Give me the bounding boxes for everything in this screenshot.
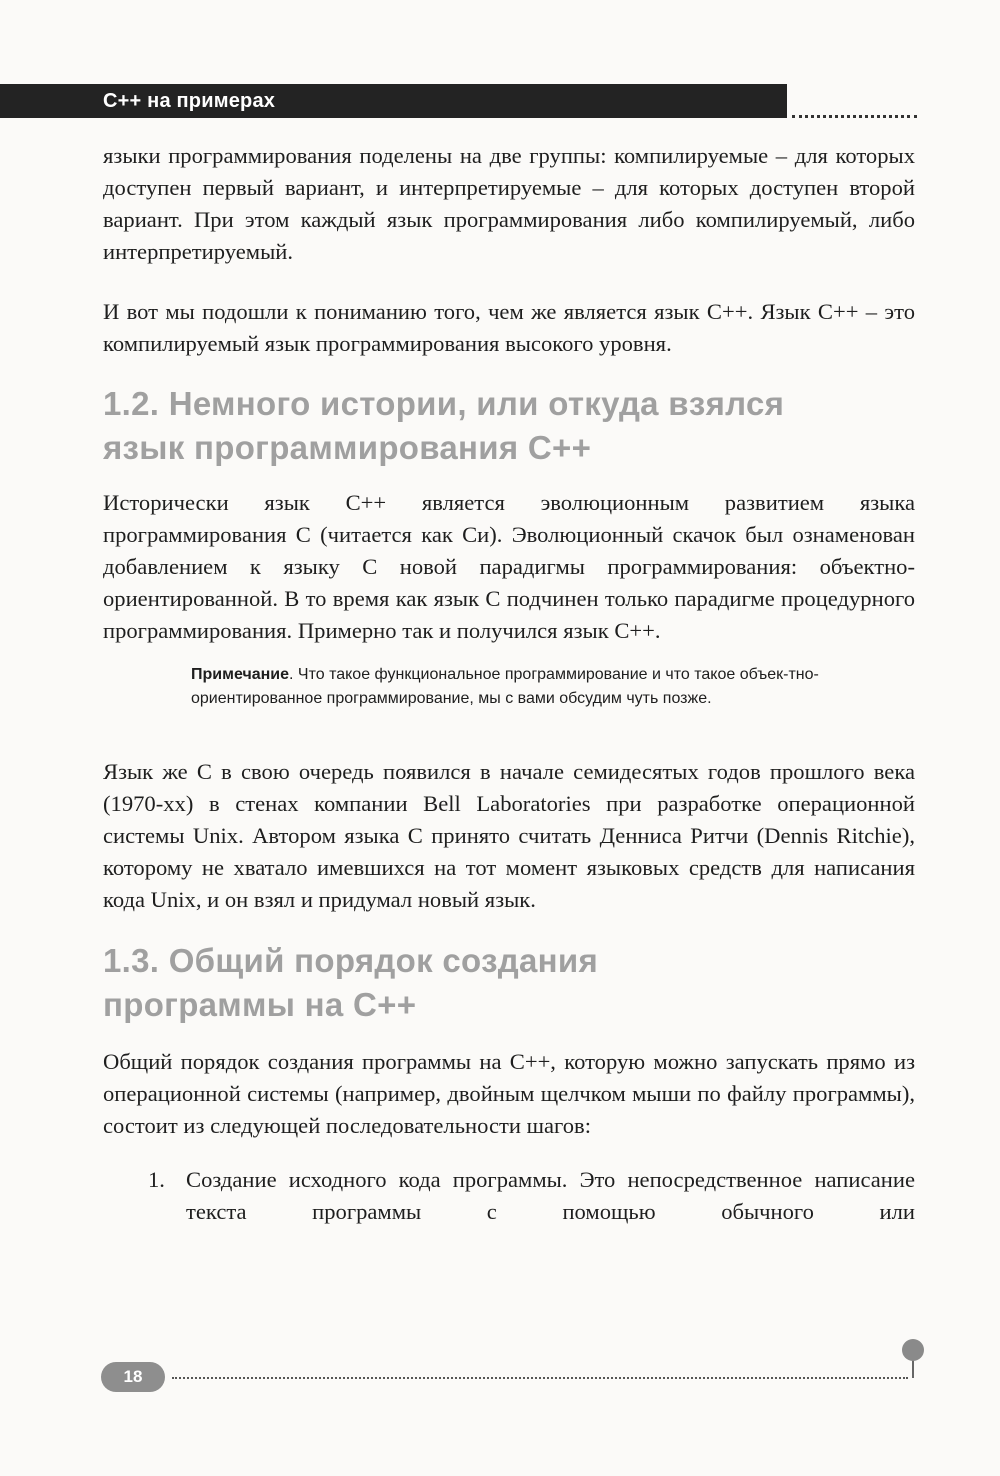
section-heading-1-2-line1: 1.2. Немного истории, или откуда взялся — [103, 385, 785, 422]
note-label: Примечание — [191, 666, 290, 683]
note-text: . Что такое функциональное программирование и что такое объек-тно-ориентированное программирование, мы с вами обсудим чуть позже. — [191, 666, 819, 707]
page-number-badge — [101, 1362, 165, 1392]
step-text: Создание исходного кода программы. Это непосредственное написание текста программы с помощью обычного или — [186, 1167, 915, 1224]
paragraph-cpp-definition: И вот мы подошли к пониманию того, чем же является язык C++. Язык C++ – это компилируемый язык программирования высокого уровня. — [103, 299, 915, 356]
section-heading-1-3-line2: программы на C++ — [103, 986, 417, 1023]
footer-ornament-ball — [902, 1339, 924, 1361]
paragraph-c-origin: Язык же C в свою очередь появился в начале семидесятых годов прошлого века (1970-хх) в стенах компании Bell Laboratories при разработке операционной системы Unix. Автором языка C принято считать Денниса Ритчи (Dennis Ritchie), которому не хватало имевшихся на тот момент языковых средств для написания кода Unix, и он взял и придумал новый язык. — [103, 759, 915, 912]
footer-dotted-rule — [172, 1377, 908, 1379]
running-header-title: C++ на примерах — [103, 90, 276, 112]
footer-ornament-stem — [912, 1358, 914, 1378]
paragraph-compiled-interpreted: языки программирования поделены на две группы: компилируемые – для которых доступен первый вариант, и интерпретируемые – для которых доступен второй вариант. При этом каждый язык программирования либо компилируемый, либо интерпретируемый. — [103, 143, 915, 264]
page-content — [103, 140, 915, 1228]
note-block — [191, 663, 915, 711]
paragraph-history: Исторически язык C++ является эволюционным развитием языка программирования C (читается как Си). Эволюционный скачок был ознаменован добавлением к языку C новой парадигмы программирования: объектно-ориентированной. В то время как язык C подчинен только парадигме процедурного программирования. Примерно так и получился язык C++. — [103, 490, 915, 643]
steps-list — [103, 1164, 915, 1228]
section-heading-1-2-line2: язык программирования C++ — [103, 429, 592, 466]
section-heading-1-3 — [103, 939, 915, 1027]
section-heading-1-3-line1: 1.3. Общий порядок создания — [103, 942, 599, 979]
section-heading-1-2 — [103, 382, 915, 470]
page-number: 18 — [123, 1367, 143, 1386]
header-dotted-rule — [792, 115, 917, 118]
list-item — [103, 1164, 915, 1228]
step-number: 1. — [148, 1167, 165, 1192]
paragraph-build-order: Общий порядок создания программы на C++, которую можно запускать прямо из операционной системы (например, двойным щелчком мыши по файлу программы), состоит из следующей последовательности шагов: — [103, 1049, 915, 1138]
